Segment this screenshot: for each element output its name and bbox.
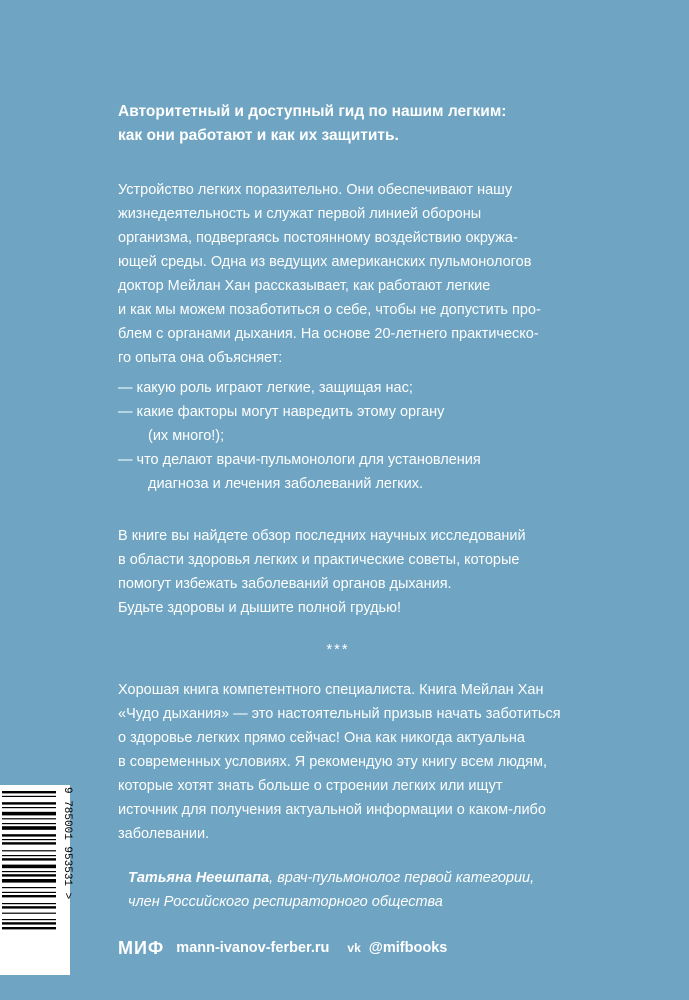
- back-cover-text: [118, 100, 561, 914]
- barcode-bar: [2, 818, 56, 819]
- barcode-bar: [2, 855, 56, 856]
- lead-heading: Авторитетный и доступный гид по нашим легким: как они работают и как их защитить.: [118, 103, 507, 144]
- publisher-footer: [118, 938, 447, 958]
- barcode-bar: [2, 874, 56, 876]
- summary-paragraph: В книге вы найдете обзор последних научных исследований в области здоровья легких и практические советы, которые помогут избежать заболеваний органов дыхания. Будьте здоровы и дышите полной грудью!: [118, 528, 526, 616]
- barcode-bar: [2, 791, 56, 793]
- barcode-bar: [2, 895, 56, 897]
- review-attribution: Татьяна Неешпапа, врач-пульмонолог первой категории, член Российского респираторного общества: [128, 870, 535, 910]
- barcode-bar: [2, 879, 56, 883]
- description-paragraph: Устройство легких поразительно. Они обеспечивают нашу жизнедеятельность и служат первой линией обороны организма, подвергаясь постоянному воздействию окружа- ющей среды. Одна из ведущих американских пульмонологов доктор Мейлан Хан рассказывает, как работают легкие и как мы можем позаботиться о себе, чтобы не допустить про- блем с органами дыхания. На основе 20-летнего практическо- го опыта она объясняет:: [118, 182, 541, 366]
- barcode-bar: [2, 922, 56, 924]
- review-quote: Хорошая книга компетентного специалиста. Книга Мейлан Хан «Чудо дыхания» — это настоятельный призыв начать заботиться о здоровье легких прямо сейчас! Она как никогда актуальна в современных условиях. Я рекомендую эту книгу всем людям, которые хотят знать больше о строении легких или ищут источник для получения актуальной информации о каком-либо заболевании.: [118, 682, 561, 842]
- barcode-bar: [2, 858, 56, 860]
- list-item-continuation: диагноза и лечения заболеваний легких.: [148, 476, 424, 492]
- section-separator: ***: [326, 642, 350, 658]
- list-item: — какую роль играют легкие, защищая нас;: [118, 380, 413, 396]
- barcode-bar: [2, 906, 56, 908]
- barcode-bar: [2, 887, 56, 888]
- barcode-bar: [2, 892, 56, 893]
- barcode-bar: [2, 850, 56, 851]
- barcode-bar: [2, 871, 56, 872]
- barcode-bar: [2, 823, 56, 824]
- list-item: — какие факторы могут навредить этому органу: [118, 404, 445, 420]
- barcode-bar: [2, 826, 56, 830]
- barcode-bar: [2, 903, 56, 904]
- reviewer-name: Татьяна Неешпапа: [128, 870, 270, 886]
- list-item: — что делают врачи-пульмонологи для установления: [118, 452, 481, 468]
- barcode-bar: [2, 842, 56, 844]
- barcode-bar: [2, 812, 56, 816]
- barcode-bar: [2, 913, 56, 914]
- barcode-bar: [2, 865, 56, 869]
- website-link[interactable]: mann-ivanov-ferber.ru: [176, 940, 330, 956]
- barcode-bar: [2, 802, 56, 804]
- barcode-bar: [2, 927, 56, 929]
- barcode-bar: [2, 839, 56, 840]
- social-handle[interactable]: @mifbooks: [368, 940, 448, 956]
- barcode-bar: [2, 919, 56, 920]
- barcode-bar: [2, 834, 56, 836]
- list-item-continuation: (их много!);: [148, 428, 225, 444]
- vk-icon[interactable]: vk: [347, 941, 361, 955]
- barcode-bar: [2, 807, 56, 808]
- isbn-barcode: [0, 785, 73, 975]
- bullet-list: [118, 376, 558, 496]
- publisher-logo: МИФ: [118, 937, 165, 958]
- barcode-digits: 9 785001 953531 >: [61, 787, 73, 900]
- barcode-bar: [2, 796, 56, 797]
